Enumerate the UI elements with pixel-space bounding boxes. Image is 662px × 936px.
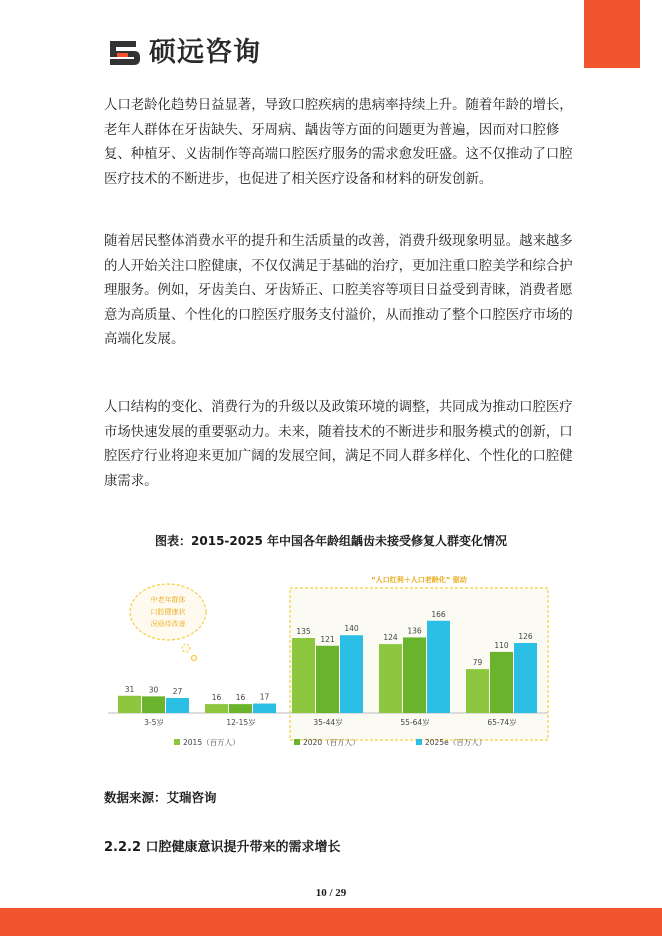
x-tick-label: 12-15岁: [226, 718, 256, 727]
bar-2-0: [292, 638, 315, 713]
bar-4-2: [514, 643, 537, 713]
bar-1-0: [205, 704, 228, 713]
brand-name: 硕远咨询: [149, 37, 261, 68]
bubble-line-3: 况亟待改善: [150, 620, 186, 628]
bar-3-0: [379, 644, 402, 713]
bar-value-label: 16: [235, 693, 246, 703]
bar-value-label: 135: [296, 627, 311, 636]
figure-title: 图表：2015-2025 年中国各年龄组龋齿未接受修复人群变化情况: [155, 534, 507, 548]
legend-label: 2015（百万人）: [183, 738, 240, 747]
bar-4-0: [466, 669, 489, 713]
bar-0-2: [166, 698, 189, 713]
bar-value-label: 17: [259, 692, 270, 702]
bar-value-label: 79: [472, 658, 483, 668]
bar-2-1: [316, 646, 339, 713]
bar-value-label: 166: [431, 609, 446, 619]
thought-bubble: [130, 584, 206, 661]
bar-3-2: [427, 621, 450, 713]
bubble-line-1: 中老年群体: [150, 596, 186, 604]
bar-value-label: 124: [383, 633, 398, 643]
bar-value-label: 27: [172, 687, 183, 696]
bar-3-1: [403, 637, 426, 713]
legend-label: 2025e（百万人）: [425, 738, 487, 747]
brand-logo: [107, 36, 261, 70]
x-tick-label: 35-44岁: [313, 718, 343, 727]
bar-2-2: [340, 635, 363, 713]
bar-value-label: 121: [320, 634, 335, 644]
page-number: 10 / 29: [315, 887, 347, 899]
bar-value-label: 136: [407, 626, 422, 636]
chart-highlight-label: “人口红利＋人口老龄化” 驱动: [371, 576, 467, 584]
bar-1-1: [229, 704, 252, 713]
x-tick-label: 55-64岁: [400, 718, 430, 727]
legend-swatch: [294, 739, 300, 745]
bar-0-1: [142, 696, 165, 713]
section-heading: 2.2.2 口腔健康意识提升带来的需求增长: [104, 840, 341, 855]
x-tick-label: 3-5岁: [144, 718, 164, 727]
bar-value-label: 31: [124, 684, 135, 694]
bar-value-label: 110: [494, 640, 509, 650]
x-tick-label: 65-74岁: [487, 718, 517, 727]
bar-0-0: [118, 696, 141, 713]
bar-value-label: 140: [344, 624, 359, 634]
bar-value-label: 16: [211, 693, 222, 703]
header-accent-block: [584, 0, 640, 68]
legend-swatch: [416, 739, 422, 745]
bar-1-2: [253, 704, 276, 713]
bubble-line-2: 口腔健康状: [150, 608, 186, 616]
sy-logo-icon: [107, 38, 143, 68]
bar-value-label: 30: [148, 685, 159, 695]
paragraph-consumption: 随着居民整体消费水平的提升和生活质量的改善，消费升级现象明显。越来越多的人开始关注口腔健康，不仅仅满足于基础的治疗，更加注重口腔美学和综合护理服务。例如，牙齿美白、牙齿矫正、口腔美容等项目日益受到青睐，消费者愿意为高质量、个性化的口腔医疗服务支付溢价，从而推动了整个口腔医疗市场的高端化发展。: [104, 234, 573, 347]
bar-value-label: 126: [518, 632, 533, 641]
paragraph-drivers: 人口结构的变化、消费行为的升级以及政策环境的调整，共同成为推动口腔医疗市场快速发展的重要驱动力。未来，随着技术的不断进步和服务模式的创新，口腔医疗行业将迎来更加广阔的发展空间，满足不同人群多样化、个性化的口腔健康需求。: [104, 400, 573, 489]
data-source: 数据来源：艾瑞咨询: [104, 790, 217, 805]
paragraph-aging: 人口老龄化趋势日益显著，导致口腔疾病的患病率持续上升。随着年龄的增长，老年人群体在牙齿缺失、牙周病、龋齿等方面的问题更为普遍，因而对口腔修复、种植牙、义齿制作等高端口腔医疗服务的需求愈发旺盛。这不仅推动了口腔医疗技术的不断进步，也促进了相关医疗设备和材料的研发创新。: [104, 98, 573, 187]
bar-4-1: [490, 652, 513, 713]
bar-chart: [104, 570, 556, 755]
legend-swatch: [174, 739, 180, 745]
footer-accent-bar: [0, 908, 662, 936]
legend-label: 2020（百万人）: [303, 738, 360, 747]
